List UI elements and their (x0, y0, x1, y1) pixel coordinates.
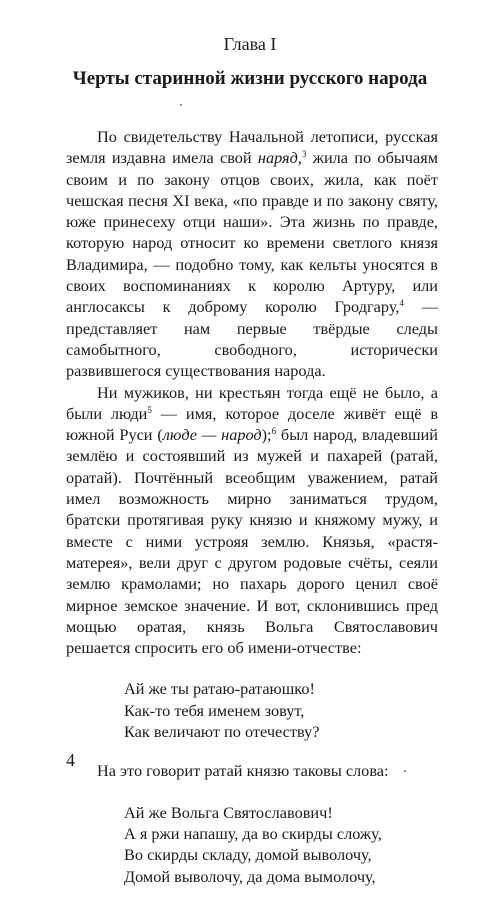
verse-line: А я ржи напашу, да во скирды сложу, (124, 823, 382, 843)
footnote-ref-6: 6 (271, 426, 277, 437)
footnote-ref-4: 4 (399, 298, 404, 309)
footnote-ref-5: 5 (147, 404, 152, 415)
italic-term-lyude: люде — народ (162, 425, 262, 445)
paragraph-2-text-b: — имя, которое доселе живёт ещё в южной Руси ( (66, 403, 439, 445)
verse-1 (124, 678, 438, 742)
print-speck (180, 104, 182, 106)
paragraph-1-text-c: — представляет нам первые твёрдые следы самобытного, свободного, исторически развившегося существования народа. (66, 297, 438, 381)
verse-line: Домой выволочу, да дома вымолочу, (124, 866, 376, 886)
verse-line: Во скирды складу, домой выволочу, (124, 845, 372, 865)
paragraph-2 (66, 382, 438, 659)
paragraph-2-text-c: ); (261, 425, 272, 445)
verse-line: Как-то тебя именем зовут, (124, 700, 305, 720)
chapter-body (66, 126, 438, 905)
paragraph-3: На это говорит ратай князю таковы слова: (97, 761, 389, 781)
paragraph-2-text-a: Ни мужиков, ни крестьян тогда ещё не было, а были люди (66, 382, 438, 423)
chapter-title: Черты старинной жизни русского народа (72, 68, 428, 89)
page-number: 4 (66, 750, 75, 770)
verse-2 (124, 802, 438, 887)
print-speck (404, 770, 406, 772)
paragraph-1-text-a: По свидетельству Начальной летописи, русская земля издавна имела свой (66, 127, 438, 168)
verse-line: Ай же ты ратаю-ратаюшко! (124, 679, 315, 699)
paragraph-1-text-b: жила по обычаям своим и по закону отцов своих, жила, как поёт чешская песня XI века, «по правде и по закону святу, юже принесеху отци наши». Эта жизнь по правде, которую народ относит ко времени светлого князя Владимира, — подобно тому, как кельты уносятся в своих воспоминаниях к королю Артуру, или англосаксы к доброму королю Гродгару, (66, 148, 438, 317)
chapter-heading: Глава I (223, 34, 277, 54)
footnote-ref-3: 3 (301, 149, 307, 160)
verse-line: Ай же Вольга Святославович! (124, 802, 333, 822)
italic-term-naryad: наряд (257, 148, 298, 168)
paragraph-2-text-d: был народ, владевший землёю и состоявший из мужей и пахарей (ратай, оратай). Почтённый всеобщим уважением, ратай имел возможность мирно заниматься трудом, братски протягивая руку князю и княжому мужу, и вместе с ними устрояя землю. Князья, «растя-матерея», вели друг с другом родовые счёты, сеяли землю крамолами; но пахарь дорого ценил своё мирное земское значение. И вот, склонившись пред мощью оратая, князь Вольга Святославович решается спросить его об имени-отчестве: (66, 425, 438, 658)
verse-line: Как величают по отечеству? (124, 722, 320, 742)
paragraph-1: По свидетельству Начальной летописи, русская земля издавна имела свой наряд,$^3$ жила по обычаям своим и по закону отцов своих, жила, как поёт чешская песня XI века, «по правде и по закону святу, юже принесеху отци наши». Эта жизнь по правде, которую народ относит ко времени светлого князя Владимира, — подобно тому, как кельты уносятся в своих воспоминаниях к королю Артуру, или англосаксы к доброму королю Гродгару,$^4$ — представляет нам первые твёрдые следы самобытного, свободного, исторически развившегося существования народа. (66, 127, 438, 381)
